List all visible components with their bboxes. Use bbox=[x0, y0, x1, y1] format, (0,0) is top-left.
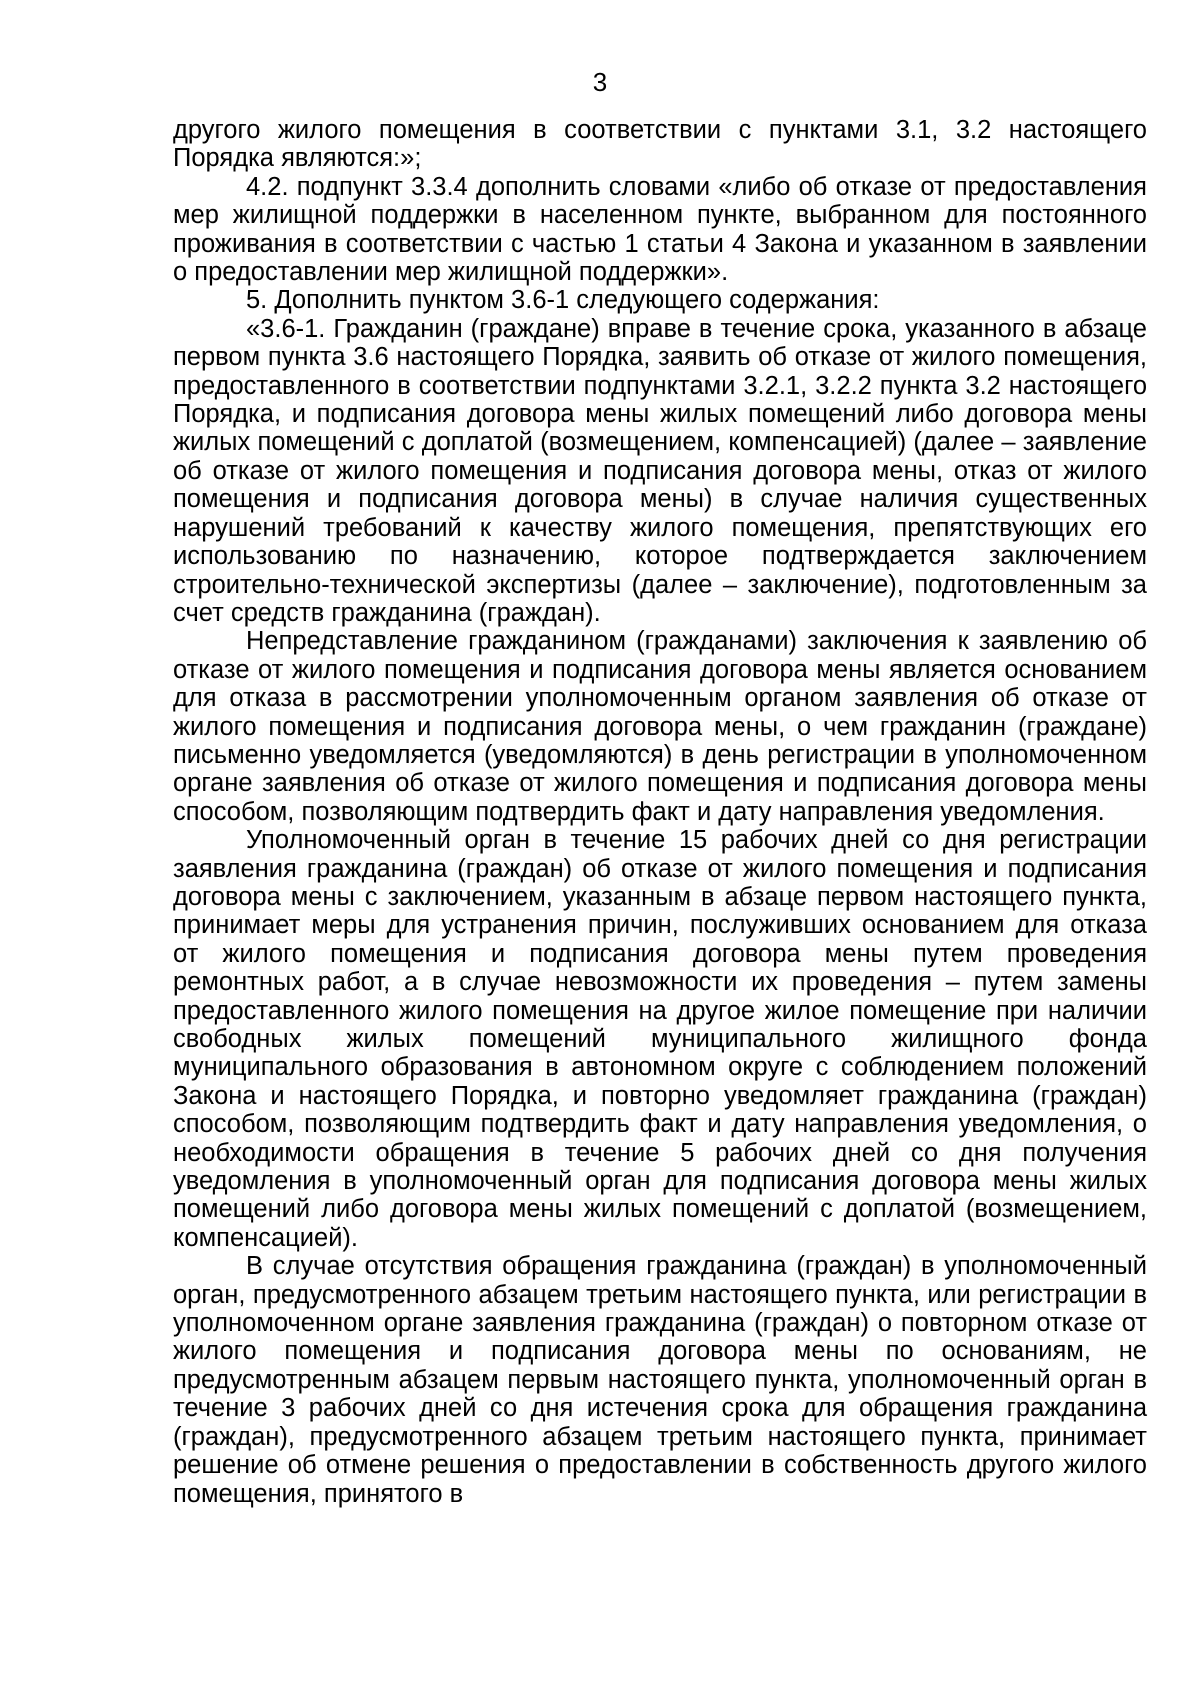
paragraph-item-5: 5. Дополнить пунктом 3.6-1 следующего содержания: bbox=[246, 286, 880, 315]
page-number: 3 bbox=[592, 67, 608, 97]
paragraph-clause-3-6-1: «3.6-1. Гражданин (граждане) вправе в течение срока, указанного в абзаце первом пункта 3.6 настоящего Порядка, заявить об отказе от жилого помещения, предоставленного в соответствии подпунктами 3.2.1, 3.2.2 пункта 3.2 настоящего Порядка, и подписания договора мены жилых помещений либо договора мены жилых помещений с доплатой (возмещением, компенсацией) (далее – заявление об отказе от жилого помещения и подписания договора мены, отказ от жилого помещения и подписания договора мены) в случае наличия существенных нарушений требований к качеству жилого помещения, препятствующих его использованию по назначению, которое подтверждается заключением строительно-технической экспертизы (далее – заключение), подготовленным за счет средств гражданина (граждан). bbox=[173, 314, 1147, 627]
paragraph-non-submission: Непредставление гражданином (гражданами) заключения к заявлению об отказе от жилого помещения и подписания договора мены является основанием для отказа в рассмотрении уполномоченным органом заявления об отказе от жилого помещения и подписания договора мены, о чем гражданин (граждане) письменно уведомляется (уведомляются) в день регистрации в уполномоченном органе заявления об отказе от жилого помещения и подписания договора мены способом, позволяющим подтвердить факт и дату направления уведомления. bbox=[173, 627, 1147, 826]
document-body bbox=[173, 116, 1147, 1508]
paragraph-continuation: другого жилого помещения в соответствии с пунктами 3.1, 3.2 настоящего Порядка являются:»; bbox=[173, 116, 1147, 173]
paragraph-item-4-2: 4.2. подпункт 3.3.4 дополнить словами «либо об отказе от предоставления мер жилищной поддержки в населенном пункте, выбранном для постоянного проживания в соответствии с частью 1 статьи 4 Закона и указанном в заявлении о предоставлении мер жилищной поддержки». bbox=[173, 172, 1147, 287]
paragraph-authority-measures: Уполномоченный орган в течение 15 рабочих дней со дня регистрации заявления гражданина (граждан) об отказе от жилого помещения и подписания договора мены с заключением, указанным в абзаце первом настоящего пункта, принимает меры для устранения причин, послуживших основанием для отказа от жилого помещения и подписания договора мены путем проведения ремонтных работ, а в случае невозможности их проведения – путем замены предоставленного жилого помещения на другое жилое помещение при наличии свободных жилых помещений муниципального жилищного фонда муниципального образования в автономном округе с соблюдением положений Закона и настоящего Порядка, и повторно уведомляет гражданина (граждан) способом, позволяющим подтвердить факт и дату направления уведомления, о необходимости обращения в течение 5 рабочих дней со дня получения уведомления в уполномоченный орган для подписания договора мены жилых помещений либо договора мены жилых помещений с доплатой (возмещением, компенсацией). bbox=[173, 826, 1147, 1252]
paragraph-cancellation: В случае отсутствия обращения гражданина (граждан) в уполномоченный орган, предусмотренного абзацем третьим настоящего пункта, или регистрации в уполномоченном органе заявления гражданина (граждан) о повторном отказе от жилого помещения и подписания договора мены по основаниям, не предусмотренным абзацем первым настоящего пункта, уполномоченный орган в течение 3 рабочих дней со дня истечения срока для обращения гражданина (граждан), предусмотренного абзацем третьим настоящего пункта, принимает решение об отмене решения о предоставлении в собственность другого жилого помещения, принятого в bbox=[173, 1252, 1147, 1508]
